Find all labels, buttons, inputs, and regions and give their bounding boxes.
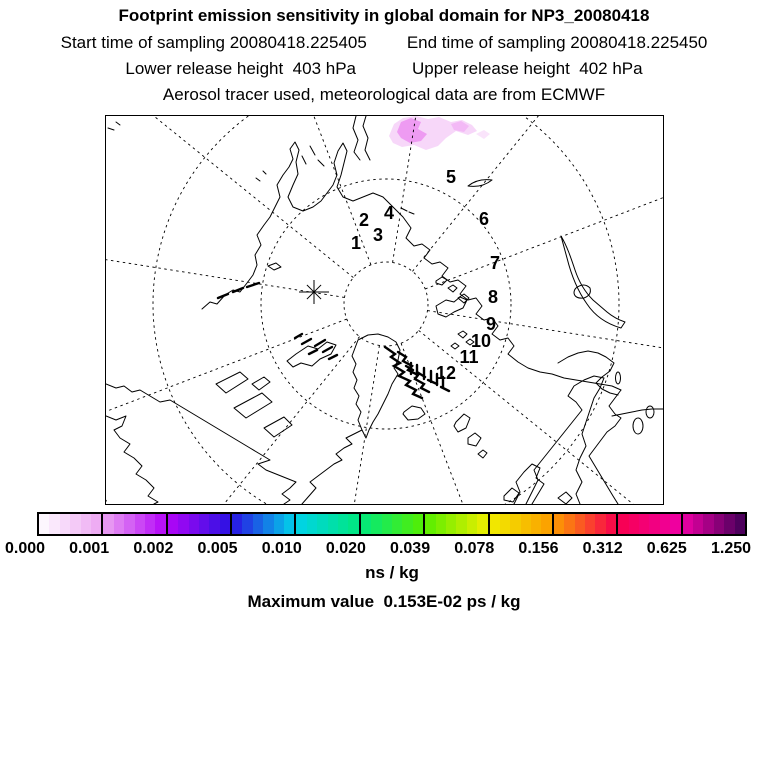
trajectory-day-numbers bbox=[351, 167, 500, 383]
coastline-path bbox=[216, 372, 292, 437]
colorbar-cell bbox=[168, 514, 178, 534]
colorbar-cell bbox=[135, 514, 145, 534]
colorbar-cell bbox=[371, 514, 381, 534]
colorbar-cell bbox=[606, 514, 616, 534]
coastline-path bbox=[454, 414, 487, 458]
colorbar-cell bbox=[500, 514, 510, 534]
colorbar-tick: 0.078 bbox=[454, 540, 495, 557]
svg-text:4: 4 bbox=[383, 203, 395, 223]
colorbar-cell bbox=[328, 514, 338, 534]
colorbar-units: ns / kg bbox=[365, 563, 419, 582]
colorbar-cell bbox=[490, 514, 500, 534]
colorbar-cell bbox=[467, 514, 477, 534]
colorbar-segment bbox=[168, 514, 232, 534]
colorbar-segment bbox=[554, 514, 618, 534]
colorbar-cell bbox=[629, 514, 639, 534]
colorbar-cell bbox=[242, 514, 252, 534]
svg-text:5: 5 bbox=[445, 167, 457, 187]
colorbar-cell bbox=[585, 514, 595, 534]
colorbar-tick: 0.010 bbox=[261, 540, 302, 557]
map-frame bbox=[105, 115, 664, 505]
svg-text:3: 3 bbox=[372, 225, 384, 245]
graticule bbox=[106, 116, 663, 504]
max-value-label: Maximum value 0.153E-02 ps / kg bbox=[247, 592, 521, 611]
upper-release-text: Upper release height 402 hPa bbox=[412, 59, 643, 78]
colorbar-segment bbox=[683, 514, 745, 534]
colorbar-cell bbox=[436, 514, 446, 534]
coastline-path bbox=[202, 142, 621, 390]
colorbar-segment bbox=[361, 514, 425, 534]
colorbar-cell bbox=[81, 514, 91, 534]
colorbar-tick: 0.001 bbox=[69, 540, 110, 557]
colorbar-cell bbox=[296, 514, 306, 534]
colorbar-cell bbox=[714, 514, 724, 534]
coastline-ridge bbox=[218, 283, 259, 298]
colorbar-segment bbox=[490, 514, 554, 534]
colorbar-cell bbox=[510, 514, 520, 534]
colorbar-cell bbox=[670, 514, 680, 534]
lower-release-text: Lower release height 403 hPa bbox=[125, 59, 356, 78]
colorbar-cell bbox=[361, 514, 371, 534]
coastline-path bbox=[353, 116, 370, 160]
colorbar-cell bbox=[49, 514, 59, 534]
colorbar-cell bbox=[413, 514, 423, 534]
coastline-path bbox=[287, 342, 336, 367]
colorbar-cell bbox=[70, 514, 80, 534]
colorbar-cell bbox=[521, 514, 531, 534]
colorbar-cell bbox=[103, 514, 113, 534]
archipelago-scribble bbox=[295, 334, 337, 359]
lake-outline bbox=[616, 372, 621, 384]
colorbar-cell bbox=[114, 514, 124, 534]
colorbar-cell bbox=[446, 514, 456, 534]
svg-text:8: 8 bbox=[487, 287, 499, 307]
colorbar-cell bbox=[392, 514, 402, 534]
colorbar-tick: 1.250 bbox=[710, 540, 752, 557]
coastline-path bbox=[268, 263, 281, 270]
coastline-path bbox=[558, 351, 618, 395]
svg-text:6: 6 bbox=[478, 209, 490, 229]
colorbar-cell bbox=[595, 514, 605, 534]
colorbar-tick: 0.625 bbox=[646, 540, 687, 557]
colorbar-cell bbox=[338, 514, 348, 534]
tracer-line: Aerosol tracer used, meteorological data are from ECMWF bbox=[162, 85, 606, 104]
colorbar-cell bbox=[649, 514, 659, 534]
coastline-path bbox=[526, 376, 604, 504]
colorbar-cell bbox=[60, 514, 70, 534]
colorbar-tick: 0.002 bbox=[133, 540, 174, 557]
svg-text:11: 11 bbox=[459, 347, 479, 367]
sampling-time-line bbox=[0, 33, 768, 53]
colorbar-segment bbox=[425, 514, 489, 534]
polar-map bbox=[106, 116, 663, 504]
colorbar-tick: 0.020 bbox=[325, 540, 366, 557]
colorbar-cell bbox=[735, 514, 745, 534]
colorbar-cell bbox=[232, 514, 242, 534]
coastlines-group bbox=[106, 116, 663, 504]
coastline-path bbox=[468, 180, 492, 187]
coastline-path bbox=[108, 122, 120, 130]
release-height-line bbox=[0, 59, 768, 79]
colorbar-cell bbox=[456, 514, 466, 534]
release-marker bbox=[299, 280, 329, 304]
colorbar-cell bbox=[639, 514, 649, 534]
coastline-path bbox=[106, 416, 158, 504]
end-time-text: End time of sampling 20080418.225450 bbox=[406, 33, 708, 52]
colorbar-cell bbox=[402, 514, 412, 534]
svg-text:1: 1 bbox=[350, 233, 362, 253]
colorbar-cell bbox=[693, 514, 703, 534]
colorbar-cell bbox=[660, 514, 670, 534]
colorbar-cell bbox=[683, 514, 693, 534]
svg-text:9: 9 bbox=[485, 314, 497, 334]
colorbar-tick: 0.005 bbox=[197, 540, 238, 557]
colorbar-cell bbox=[575, 514, 585, 534]
colorbar bbox=[37, 512, 747, 536]
colorbar-cell bbox=[564, 514, 574, 534]
colorbar-tick-labels bbox=[4, 540, 752, 558]
coastline-path bbox=[302, 430, 362, 504]
colorbar-tick: 0.312 bbox=[582, 540, 623, 557]
colorbar-cell bbox=[554, 514, 564, 534]
coastline-path bbox=[403, 406, 425, 420]
colorbar-cell bbox=[145, 514, 155, 534]
colorbar-segment bbox=[296, 514, 360, 534]
colorbar-segment bbox=[103, 514, 167, 534]
colorbar-cell bbox=[724, 514, 734, 534]
colorbar-segment bbox=[618, 514, 682, 534]
colorbar-cell bbox=[155, 514, 165, 534]
colorbar-cell bbox=[425, 514, 435, 534]
colorbar-cell bbox=[263, 514, 273, 534]
plot-title: Footprint emission sensitivity in global domain for NP3_20080418 bbox=[118, 6, 650, 25]
colorbar-cell bbox=[541, 514, 551, 534]
coastline-path bbox=[504, 464, 544, 504]
colorbar-cell bbox=[382, 514, 392, 534]
colorbar-cell bbox=[307, 514, 317, 534]
colorbar-cell bbox=[703, 514, 713, 534]
colorbar-tick: 0.156 bbox=[518, 540, 559, 557]
coastline-path bbox=[558, 492, 572, 504]
colorbar-cell bbox=[124, 514, 134, 534]
svg-text:7: 7 bbox=[489, 253, 501, 273]
colorbar-cell bbox=[199, 514, 209, 534]
colorbar-cell bbox=[220, 514, 230, 534]
sensitivity-plume bbox=[389, 116, 490, 150]
colorbar-cell bbox=[531, 514, 541, 534]
colorbar-cell bbox=[348, 514, 358, 534]
svg-text:12: 12 bbox=[435, 363, 457, 383]
colorbar-cell bbox=[274, 514, 284, 534]
colorbar-cell bbox=[253, 514, 263, 534]
colorbar-cell bbox=[284, 514, 294, 534]
lake-outline bbox=[633, 418, 643, 434]
colorbar-cell bbox=[477, 514, 487, 534]
colorbar-tick: 0.000 bbox=[4, 540, 46, 557]
coastline-path bbox=[106, 384, 296, 504]
colorbar-cell bbox=[189, 514, 199, 534]
lake-outline bbox=[646, 406, 654, 418]
colorbar-segment bbox=[39, 514, 103, 534]
colorbar-segment bbox=[232, 514, 296, 534]
coastline-path bbox=[352, 334, 400, 438]
colorbar-cell bbox=[91, 514, 101, 534]
colorbar-cell bbox=[178, 514, 188, 534]
coastline-path bbox=[561, 236, 625, 328]
colorbar-cell bbox=[39, 514, 49, 534]
colorbar-cell bbox=[618, 514, 628, 534]
start-time-text: Start time of sampling 20080418.225405 bbox=[60, 33, 367, 52]
svg-text:2: 2 bbox=[358, 210, 370, 230]
colorbar-cell bbox=[209, 514, 219, 534]
colorbar-cell bbox=[317, 514, 327, 534]
svg-text:10: 10 bbox=[470, 331, 492, 351]
colorbar-tick: 0.039 bbox=[390, 540, 431, 557]
